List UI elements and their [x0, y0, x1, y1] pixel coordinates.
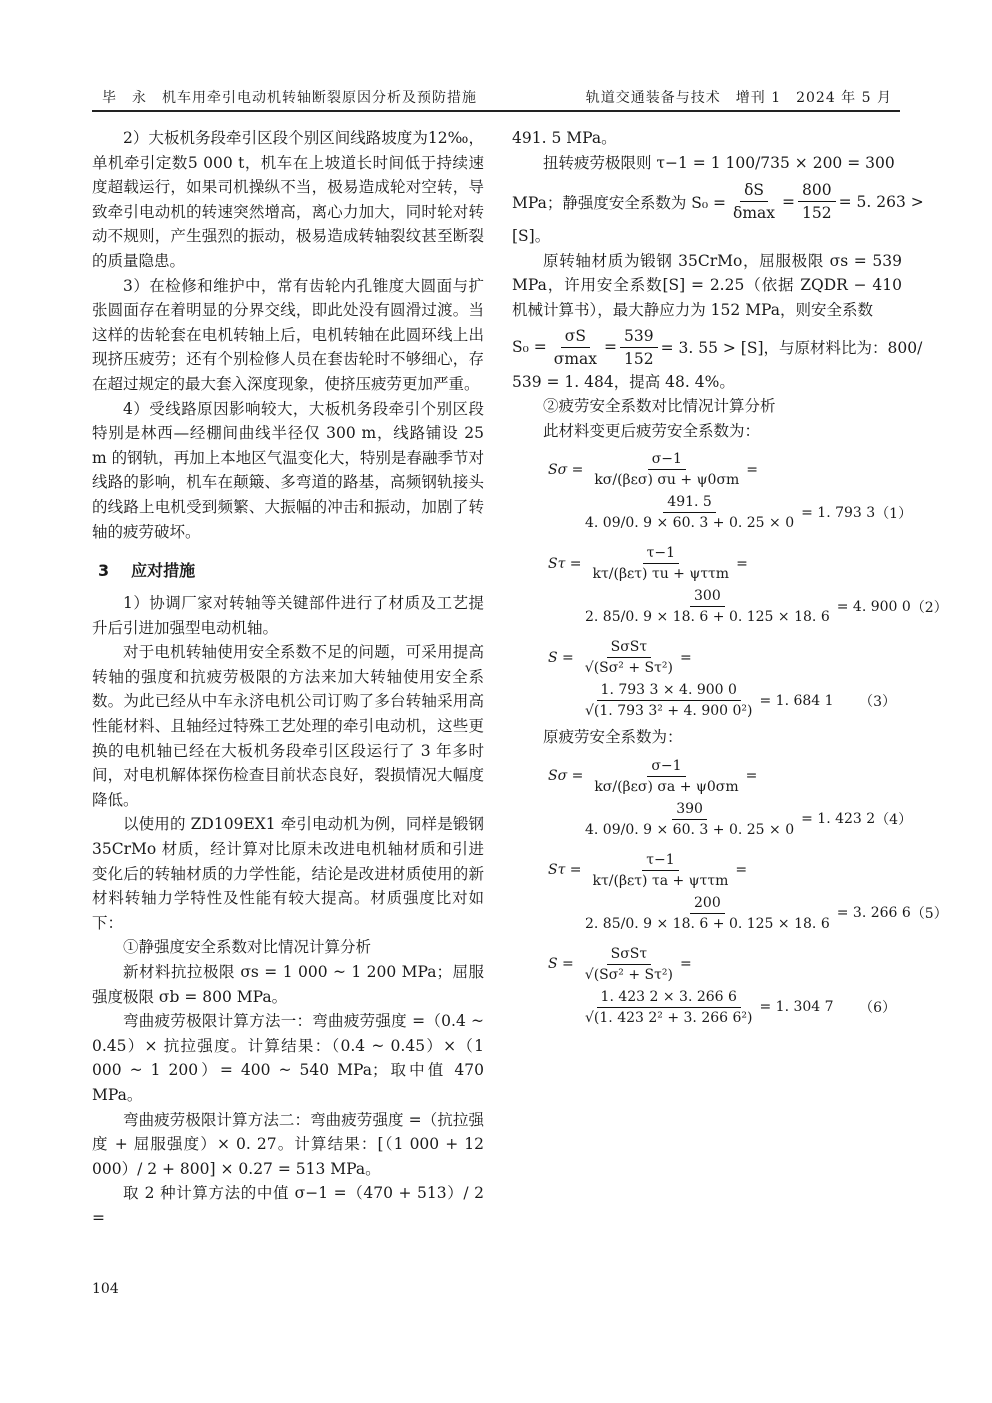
numerator: 539 — [620, 327, 658, 348]
fraction — [798, 181, 836, 222]
equation-result: = 4. 900 0 — [836, 598, 911, 615]
equation-lhs: Sσ = — [548, 461, 584, 478]
equation-group-new — [512, 451, 948, 720]
equation-3-line1: S = $\frac{\text{SσSτ}}{\text{√(Sσ² + Sτ²)}}$ = — [548, 639, 692, 677]
numerator: SσSτ — [607, 639, 651, 658]
equation-5-line2 — [578, 894, 948, 932]
denominator: √(1. 793 3² + 4. 900 0²) — [585, 703, 753, 720]
denominator: 152 — [802, 204, 832, 223]
equation-2-line1: Sτ = $\frac{\tau-1}{\text{kτ/(βετ) τu + ψττm}}$ = — [548, 545, 748, 583]
denominator: √(Sσ² + Sτ²) — [584, 966, 673, 983]
fraction — [590, 758, 742, 795]
equation-number: （4） — [875, 812, 913, 829]
equation-6-line1: S = $\frac{\text{SσSτ}}{\text{√(Sσ² + Sτ²)}}$ = — [548, 945, 692, 983]
numerator: τ−1 — [643, 545, 679, 564]
equation-number: （5） — [910, 906, 948, 923]
original-safety-equation: S₀ = $\frac{\sigma S}{\sigma\max}$ = $\frac{539}{152}$ = 3. 55 > [S]，与原材料比为：800/ — [512, 326, 923, 368]
denominator: σmax — [553, 349, 598, 368]
denominator: √(Sσ² + Sτ²) — [584, 660, 673, 677]
paragraph: 491. 5 MPa。 — [512, 129, 617, 147]
header-rule — [92, 110, 900, 112]
numerator: σ−1 — [647, 758, 685, 777]
equation-1-line2 — [578, 494, 913, 532]
paragraph: 弯曲疲劳极限计算方法二：弯曲疲劳强度 =（抗拉强度 + 屈服强度）× 0. 27。计算结果：[（1 000 + 12 000）/ 2 + 800] × 0.27 = 513 MPa。 — [92, 1110, 484, 1178]
numerator: 200 — [690, 895, 725, 914]
numerator: τ−1 — [642, 852, 678, 871]
fraction — [590, 451, 743, 488]
paragraph: 2）大板机务段牵引区段个别区间线路坡度为12‰，单机牵引定数5 000 t，机车在上坡道长时间低于持续速度超载运行，如果司机操纵不当，极易造成轮对空转，导致牵引电动机的转速突然增高，离心力加大，同时轮对转动不规则，产生强烈的振动，极易造成转轴裂纹甚至断裂的质量隐患。 — [92, 129, 484, 270]
section-number: 3 — [98, 561, 110, 581]
equation-result: = 1. 304 7 — [759, 999, 834, 1016]
denominator: δmax — [733, 204, 776, 223]
fraction — [589, 545, 734, 582]
left-column — [92, 126, 484, 1231]
equation-3-line2 — [578, 682, 902, 719]
fraction — [581, 494, 798, 531]
denominator: 4. 09/0. 9 × 60. 3 + 0. 25 × 0 — [585, 821, 795, 838]
paragraph: 原转轴材质为锻钢 35CrMo，屈服极限 σs = 539 MPa，许用安全系数[S] = 2.25（依据 ZQDR − 410 机械计算书），最大静应力为 152 MPa，则安全系数 — [512, 251, 902, 319]
denominator: 2. 85/0. 9 × 18. 6 + 0. 125 × 18. 6 — [585, 915, 830, 932]
fraction — [581, 639, 677, 676]
numerator: σ−1 — [648, 451, 686, 470]
numerator: 800 — [798, 181, 836, 202]
denominator: √(1. 423 2² + 3. 266 6²) — [585, 1009, 753, 1026]
denominator: kτ/(βετ) τa + ψττm — [592, 872, 729, 889]
equation-group-original — [512, 757, 948, 1026]
equation-result: = 1. 793 3 — [801, 504, 876, 521]
numerator: σS — [561, 327, 590, 348]
paragraph: 539 = 1. 484，提高 48. 4%。 — [512, 372, 735, 391]
fraction — [729, 181, 779, 222]
equation-number: （6） — [859, 1000, 896, 1017]
fraction — [620, 327, 658, 368]
paragraph: 新材料抗拉极限 σs = 1 000 ~ 1 200 MPa；屈服强度极限 σb = 800 MPa。 — [92, 963, 484, 1006]
page-number: 104 — [92, 1281, 119, 1297]
numerator: 390 — [672, 801, 707, 820]
paragraph: 1）协调厂家对转轴等关键部件进行了材质及工艺提升后引进加强型电动机轴。 — [92, 594, 484, 637]
equation-text: = 5. 263 > — [838, 192, 924, 211]
fraction — [581, 895, 834, 932]
denominator: 152 — [624, 349, 654, 368]
paragraph: ①静强度安全系数对比情况计算分析 — [123, 938, 372, 957]
denominator: kσ/(βεσ) σa + ψ0σm — [594, 778, 739, 795]
paragraph: 弯曲疲劳极限计算方法一：弯曲疲劳强度 =（0.4 ~ 0.45）× 抗拉强度。计算结果：（0.4 ~ 0.45）×（1 000 ~ 1 200）= 400 ~ 540 MPa；取中值 470 MPa。 — [92, 1012, 484, 1104]
equation-text: S₀ = — [512, 338, 547, 357]
static-safety-equation: MPa；静强度安全系数为 S₀ = $\frac{\delta S}{\delta\max}$ = $\frac{800}{152}$ = 5. 263 > — [512, 181, 924, 223]
paragraph: 扭转疲劳极限则 τ−1 = 1 100/735 × 200 = 300 — [543, 153, 895, 172]
header-right: 轨道交通装备与技术 增刊 1 2024 年 5 月 — [585, 90, 892, 106]
denominator: kτ/(βετ) τu + ψττm — [592, 566, 730, 583]
equation-4-line2 — [578, 800, 913, 838]
fraction — [581, 682, 756, 719]
equation-5-line1: Sτ = $\frac{\tau-1}{\text{kτ/(βετ) τa + ψττm}}$ = — [548, 851, 748, 889]
denominator: 4. 09/0. 9 × 60. 3 + 0. 25 × 0 — [585, 515, 795, 532]
fraction — [581, 588, 834, 625]
equation-lhs: Sτ = — [548, 555, 582, 572]
numerator: 491. 5 — [663, 494, 716, 513]
paragraph: ②疲劳安全系数对比情况计算分析 — [543, 397, 776, 416]
header-left: 毕 永 机车用牵引电动机转轴断裂原因分析及预防措施 — [102, 90, 477, 106]
fraction — [581, 989, 756, 1026]
equation-number: （1） — [875, 505, 913, 522]
right-column — [512, 126, 948, 1026]
numerator: 1. 423 2 × 3. 266 6 — [597, 989, 741, 1008]
paragraph: 此材料变更后疲劳安全系数为： — [543, 421, 761, 440]
equation-1-line1: Sσ = $\frac{\sigma-1}{\text{kσ/(βεσ) σu + ψ0σm}}$ = — [548, 451, 759, 489]
equation-lhs: S = — [548, 649, 574, 666]
fraction — [581, 946, 677, 983]
equation-4-line1: Sσ = $\frac{\sigma-1}{\text{kσ/(βεσ) σa + ψ0σm}}$ = — [548, 757, 758, 795]
paragraph: 以使用的 ZD109EX1 牵引电动机为例，同样是锻钢 35CrMo 材质，经计算对比原未改进电机轴材质和引进变化后的转轴材质的力学性能，结论是改进材质使用的新材料转轴力学特性及性能有较大提高。材质强度比对如下： — [92, 815, 484, 932]
paragraph: 对于电机转轴使用安全系数不足的问题，可采用提高转轴的强度和抗疲劳极限的方法来加大转轴使用安全系数。为此已经从中车永济电机公司订购了多台转轴采用高性能材料、且轴经过特殊工艺处理的牵引电动机，这些更换的电机轴已经在大板机务段牵引区段运行了 3 年多时间，对电机解体探伤检查目前状态良好，裂损情况大幅度降低。 — [92, 643, 484, 809]
denominator: kσ/(βεσ) σu + ψ0σm — [594, 472, 740, 489]
equation-2-line2 — [578, 588, 948, 626]
numerator: δS — [740, 181, 768, 202]
equation-lhs: S = — [548, 956, 574, 973]
equation-text: = 3. 55 > [S]，与原材料比为：800/ — [660, 339, 923, 358]
equation-6-line2 — [578, 989, 902, 1026]
equation-result: = 1. 423 2 — [801, 811, 876, 828]
section-heading — [98, 558, 484, 581]
equation-result: = 1. 684 1 — [759, 692, 834, 709]
equation-result: = 3. 266 6 — [836, 905, 911, 922]
paragraph: 3）在检修和维护中，常有齿轮内孔锥度大圆面与扩张圆面存在着明显的分界交线，即此处没有圆滑过渡。当这样的齿轮套在电机转轴上后，电机转轴在此圆环线上出现挤压疲劳；还有个别检修人员在套齿轮时不够细心，存在超过规定的最大套入深度现象，使挤压疲劳更加严重。 — [92, 276, 484, 393]
equation-text: MPa；静强度安全系数为 S₀ = — [512, 193, 727, 212]
numerator: SσSτ — [607, 946, 651, 965]
paragraph: 取 2 种计算方法的中值 σ−1 =（470 + 513）/ 2 = — [92, 1184, 484, 1227]
paragraph: [S]。 — [512, 227, 551, 246]
paragraph: 原疲劳安全系数为： — [543, 728, 683, 747]
paragraph: 4）受线路原因影响较大，大板机务段牵引个别区段特别是林西—经棚间曲线半径仅 300 m，线路铺设 25 m 的钢轨，再加上本地区气温变化大，特别是春融季节对线路的影响，机车在颠簸、多弯道的路基，高频钢轨接头的线路上电机受到频繁、大振幅的冲击和振动，加剧了转轴的疲劳破坏。 — [92, 399, 484, 541]
equation-lhs: Sτ = — [548, 862, 582, 879]
fraction — [589, 852, 733, 889]
section-title: 应对措施 — [131, 561, 196, 581]
denominator: 2. 85/0. 9 × 18. 6 + 0. 125 × 18. 6 — [585, 609, 830, 626]
equation-number: （2） — [910, 599, 948, 616]
equation-number: （3） — [859, 693, 896, 710]
equation-lhs: Sσ = — [548, 768, 584, 785]
fraction — [581, 801, 798, 838]
numerator: 300 — [690, 588, 725, 607]
fraction — [550, 327, 601, 368]
numerator: 1. 793 3 × 4. 900 0 — [597, 682, 741, 701]
